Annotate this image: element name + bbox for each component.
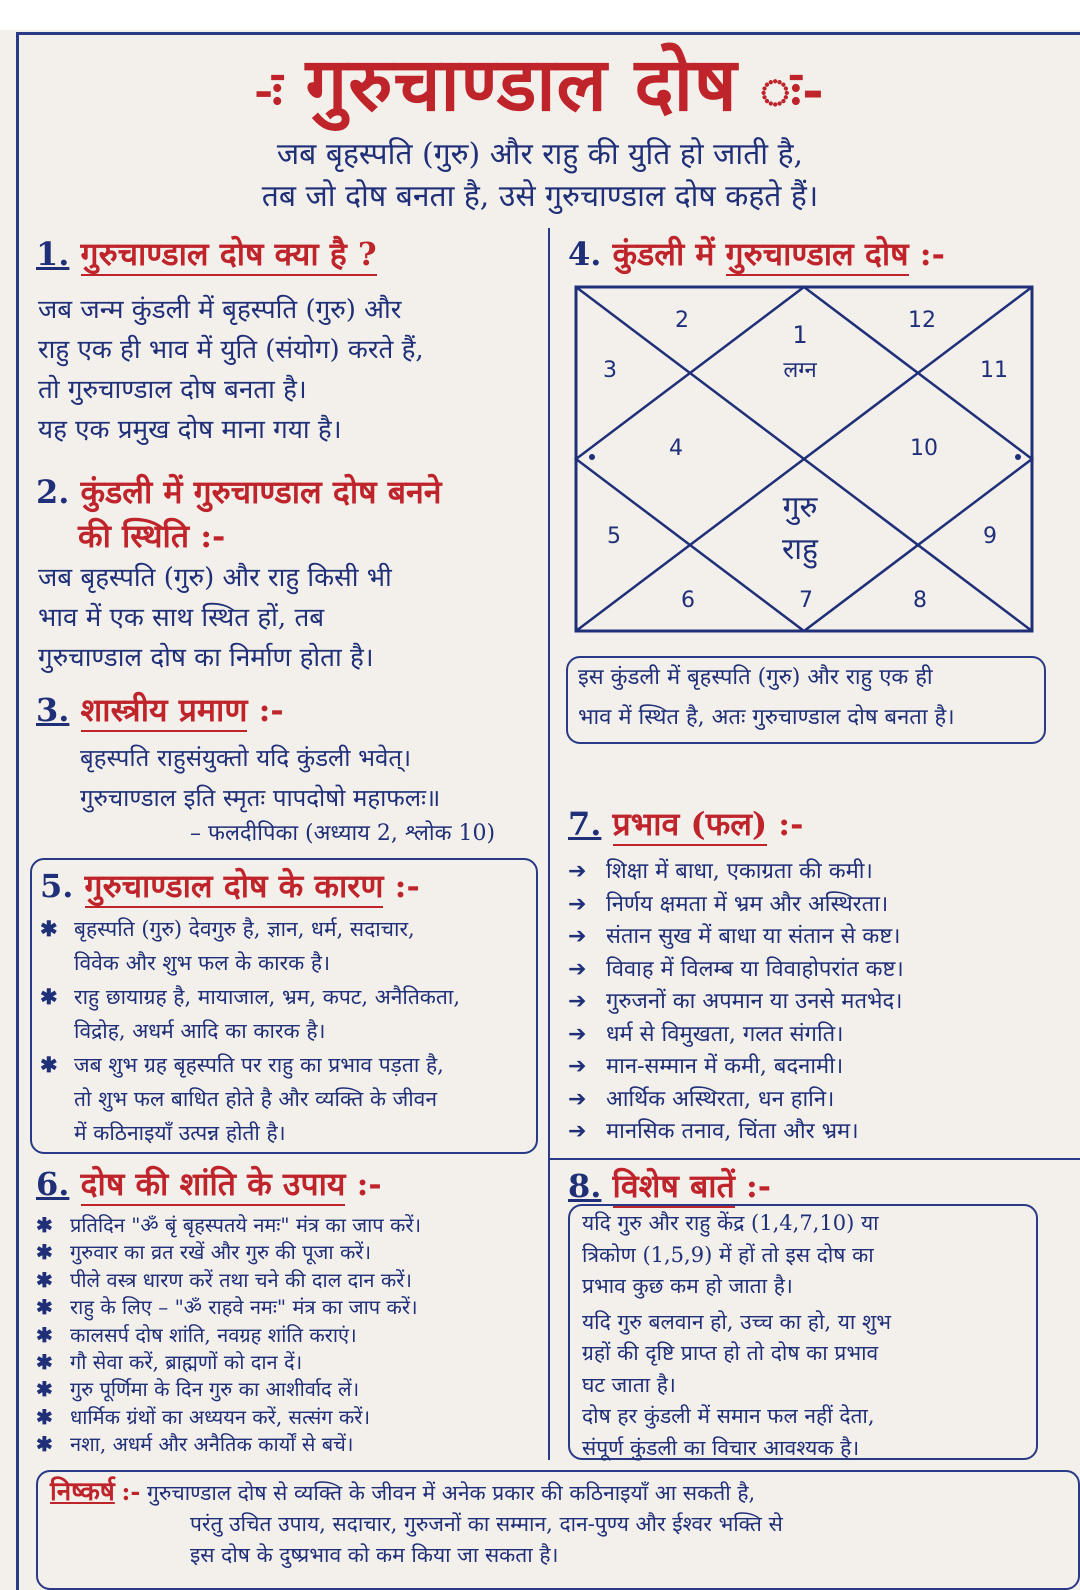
remedy-text: धार्मिक ग्रंथों का अध्ययन करें, सत्संग करें। [70,1404,371,1429]
section-7-suffix: :- [778,805,804,843]
section-3-suffix: :- [258,691,284,729]
section-8-box [568,1204,1038,1460]
house-3-number: 3 [603,358,617,383]
arrow-icon: ➔ [568,1054,587,1079]
section-8-suffix: :- [745,1167,772,1205]
section-4-heading-b: गुरुचाण्डाल दोष [726,235,909,276]
right-section-divider [548,1158,1080,1160]
asterisk-icon: ✱ [36,1432,53,1457]
planet-rahu: राहु [782,532,818,567]
section-1-line: जब जन्म कुंडली में बृहस्पति (गुरु) और [38,295,402,325]
effect-text: विवाह में विलम्ब या विवाहोपरांत कष्ट। [606,956,904,982]
section-2-heading-line-1: कुंडली में गुरुचाण्डाल दोष बनने [80,473,442,511]
section-1-title [36,232,377,276]
asterisk-icon: ✱ [40,984,58,1009]
house-5-number: 5 [607,524,621,549]
remedy-item [36,1404,546,1431]
effect-item [568,1084,1068,1117]
effect-item [568,889,1068,922]
remedy-item [36,1349,546,1376]
house-12-number: 12 [908,308,936,333]
cause-line: विद्रोह, अधर्म आदि का कारक है। [74,1019,326,1043]
intro-line-1: जब बृहस्पति (गुरु) और राहु की युति हो जाती है, [276,137,804,172]
section-2-body [38,558,543,678]
house-9-number: 9 [983,524,997,549]
house-2-number: 2 [675,308,689,333]
cause-line: तो शुभ फल बाधित होते है और व्यक्ति के जीवन [74,1087,438,1111]
special-line: यदि गुरु बलवान हो, उच्च का हो, या शुभ [582,1309,892,1334]
section-8-number: 8. [568,1167,602,1205]
cause-item [40,912,530,980]
effect-text: मानसिक तनाव, चिंता और भ्रम। [606,1119,859,1144]
special-line: ग्रहों की दृष्टि प्राप्त हो तो दोष का प्रभाव [582,1341,879,1365]
remedy-text: राहु के लिए – "ॐ राहवे नमः" मंत्र का जाप करें। [70,1295,418,1320]
effect-text: निर्णय क्षमता में भ्रम और अस्थिरता। [606,891,889,917]
conclusion-text [50,1476,783,1571]
house-11-number: 11 [980,358,1008,383]
section-6-title [36,1162,382,1206]
section-5-number: 5. [40,867,74,905]
section-1-line: तो गुरुचाण्डाल दोष बनता है। [38,375,307,405]
section-2-title [36,470,442,514]
section-6-number: 6. [36,1165,70,1203]
arrow-icon: ➔ [568,1021,587,1047]
effect-item [568,1019,1068,1052]
section-8-title [568,1164,771,1208]
column-divider [548,228,550,1460]
house-8-number: 8 [913,588,927,613]
remedy-item [36,1294,546,1321]
remedy-text: गौ सेवा करें, ब्राह्मणों को दान दें। [70,1350,303,1375]
remedy-text: कालसर्प दोष शांति, नवग्रह शांति कराएं। [70,1322,357,1347]
arrow-icon: ➔ [568,891,587,917]
frame-top-border [18,32,1080,35]
conclusion-line-2: परंतु उचित उपाय, सदाचार, गुरुजनों का सम्मान, दान-पुण्य और ईश्वर भक्ति से [190,1512,783,1536]
intro-line-2: तब जो दोष बनता है, उसे गुरुचाण्डाल दोष कहते हैं। [261,179,819,214]
effect-text: धर्म से विमुखता, गलत संगति। [606,1021,844,1047]
section-5-list [40,912,530,1150]
page-title [0,40,1080,136]
kundali-chart [574,285,1036,635]
effect-text: आर्थिक अस्थिरता, धन हानि। [606,1086,835,1112]
chart-note-box [566,656,1046,744]
chart-note-line-1: इस कुंडली में बृहस्पति (गुरु) और राहु एक ही [578,665,933,690]
section-4-suffix: :- [919,235,945,273]
title-left-deco: -ः [255,59,284,121]
remedies-list [36,1212,546,1459]
section-4-heading-a: कुंडली में [612,235,715,273]
asterisk-icon: ✱ [36,1213,53,1237]
section-3-heading: शास्त्रीय प्रमाण [81,691,248,732]
planet-guru: गुरु [782,490,818,525]
special-line: यदि गुरु और राहु केंद्र (1,4,7,10) या [582,1211,879,1235]
section-8-heading: विशेष बातें [613,1167,735,1208]
asterisk-icon: ✱ [36,1404,53,1429]
effect-text: गुरुजनों का अपमान या उनसे मतभेद। [606,989,903,1014]
section-2-number: 2. [36,473,70,511]
arrow-icon: ➔ [568,989,587,1014]
asterisk-icon: ✱ [40,1052,58,1077]
remedy-text: प्रतिदिन "ॐ बृं बृहस्पतये नमः" मंत्र का जाप करें। [70,1213,422,1237]
section-6-heading: दोष की शांति के उपाय [81,1165,346,1206]
remedy-text: गुरुवार का व्रत रखें और गुरु की पूजा करें। [70,1240,372,1265]
asterisk-icon: ✱ [40,916,58,941]
arrow-icon: ➔ [568,859,587,884]
remedy-item [36,1376,546,1403]
conclusion-line-1: गुरुचाण्डाल दोष से व्यक्ति के जीवन में अनेक प्रकार की कठिनाइयाँ आ सकती है, [147,1481,756,1505]
remedy-item [36,1267,546,1294]
effect-text: शिक्षा में बाधा, एकाग्रता की कमी। [606,859,873,884]
remedy-text: पीले वस्त्र धारण करें तथा चने की दाल दान करें। [70,1267,412,1292]
section-6-suffix: :- [356,1165,382,1203]
chart-dot-left [589,454,595,460]
special-line: दोष हर कुंडली में समान फल नहीं देता, [582,1404,875,1428]
special-line: संपूर्ण कुंडली का विचार आवश्यक है। [582,1435,860,1460]
arrow-icon: ➔ [568,956,587,982]
house-7-number: 7 [799,588,813,613]
section-7-heading: प्रभाव (फल) [613,805,768,846]
section-3-verse [80,738,540,818]
top-band [0,0,1080,30]
chart-dot-right [1015,454,1021,460]
section-2-line: गुरुचाण्डाल दोष का निर्माण होता है। [38,643,374,673]
section-3-title [36,688,284,732]
title-right-deco: ः- [759,59,825,121]
section-1-body [38,290,543,450]
house-6-number: 6 [681,588,695,613]
effect-item [568,921,1068,954]
remedy-item [36,1212,546,1239]
cause-line: जब शुभ ग्रह बृहस्पति पर राहु का प्रभाव पड़ता है, [74,1053,444,1077]
effect-item [568,986,1068,1019]
cause-item [40,1048,530,1150]
remedy-item [36,1431,546,1458]
house-1-number: 1 [792,321,808,349]
effect-item [568,954,1068,987]
section-2-heading-line-2: की स्थिति :- [78,517,226,555]
section-4-title [568,232,945,276]
cause-item [40,980,530,1048]
special-line: त्रिकोण (1,5,9) में हों तो इस दोष का [582,1242,874,1267]
asterisk-icon: ✱ [36,1322,53,1347]
remedy-item [36,1322,546,1349]
conclusion-label: निष्कर्ष [50,1477,115,1507]
asterisk-icon: ✱ [36,1240,53,1265]
special-line: घट जाता है। [582,1372,676,1397]
asterisk-icon: ✱ [36,1377,53,1402]
frame-left-border [16,32,19,1590]
remedy-item [36,1239,546,1266]
section-2-line: जब बृहस्पति (गुरु) और राहु किसी भी [38,563,392,593]
conclusion-line-3: इस दोष के दुष्प्रभाव को कम किया जा सकता है। [190,1543,559,1567]
verse-source: – फलदीपिका (अध्याय 2, श्लोक 10) [190,821,496,846]
effect-item [568,1051,1068,1084]
section-5-heading: गुरुचाण्डाल दोष के कारण [85,867,384,908]
chart-note-line-2: भाव में स्थित है, अतः गुरुचाण्डाल दोष बनता है। [578,705,955,730]
conclusion-suffix: :- [121,1477,141,1506]
arrow-icon: ➔ [568,1086,587,1112]
cause-line: में कठिनाइयाँ उत्पन्न होती है। [74,1121,286,1145]
arrow-icon: ➔ [568,924,587,949]
section-7-number: 7. [568,805,602,843]
asterisk-icon: ✱ [36,1350,53,1375]
section-3-number: 3. [36,691,70,729]
section-1-line: यह एक प्रमुख दोष माना गया है। [38,415,342,445]
section-7-title [568,802,803,846]
special-para-1 [582,1208,1036,1303]
section-1-heading: गुरुचाण्डाल दोष क्या है ? [81,235,377,276]
cause-line: विवेक और शुभ फल के कारक है। [74,951,331,975]
effect-item [568,856,1068,889]
cause-line: राहु छायाग्रह है, मायाजाल, भ्रम, कपट, अनैतिकता, [74,985,461,1009]
section-1-number: 1. [36,235,70,273]
remedy-text: नशा, अधर्म और अनैतिक कार्यों से बचें। [70,1432,354,1457]
effect-item [568,1116,1068,1149]
arrow-icon: ➔ [568,1119,587,1144]
remedy-text: गुरु पूर्णिमा के दिन गुरु का आशीर्वाद लें। [70,1377,360,1402]
section-4-number: 4. [568,235,602,273]
special-para-2 [582,1307,1036,1402]
special-para-3 [582,1401,1036,1464]
cause-line: बृहस्पति (गुरु) देवगुरु है, ज्ञान, धर्म, सदाचार, [74,917,415,941]
title-text: गुरुचाण्डाल दोष [305,42,738,128]
special-line: प्रभाव कुछ कम हो जाता है। [582,1274,793,1298]
section-2-line: भाव में एक साथ स्थित हों, तब [38,603,325,633]
verse-line-2: गुरुचाण्डाल इति स्मृतः पापदोषो महाफलः॥ [80,784,441,812]
effect-text: मान-सम्मान में कमी, बदनामी। [606,1054,844,1079]
house-4-number: 4 [669,436,683,461]
effects-list [568,856,1068,1149]
asterisk-icon: ✱ [36,1267,53,1292]
section-5-title [40,864,420,908]
effect-text: संतान सुख में बाधा या संतान से कष्ट। [606,924,901,949]
section-5-suffix: :- [394,867,420,905]
house-1-label: लग्न [783,358,817,383]
house-10-number: 10 [910,436,938,461]
verse-line-1: बृहस्पति राहुसंयुक्तो यदि कुंडली भवेत्। [80,744,412,772]
asterisk-icon: ✱ [36,1295,53,1320]
section-1-line: राहु एक ही भाव में युति (संयोग) करते हैं, [38,335,424,365]
